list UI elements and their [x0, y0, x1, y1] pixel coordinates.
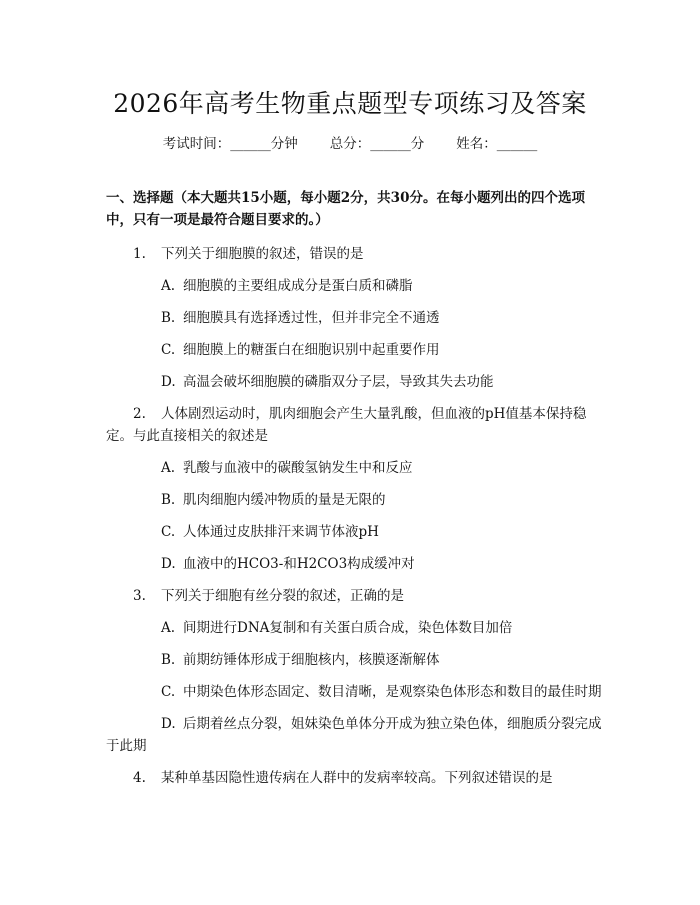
option-3d: D. 后期着丝点分裂，姐妹染色单体分开成为独立染色体，细胞质分裂完成于此期 [106, 716, 602, 754]
exam-time-label: 考试时间：______分钟 [162, 136, 298, 152]
question-stem: 某种单基因隐性遗传病在人群中的发病率较高。下列叙述错误的是 [161, 770, 553, 786]
question-number: 1. [133, 246, 146, 262]
question-4 [106, 767, 604, 789]
question-number: 2. [133, 406, 146, 422]
question-1 [106, 243, 604, 265]
option-1a: A. 细胞膜的主要组成成分是蛋白质和磷脂 [161, 278, 413, 294]
section-header: 一、选择题（本大题共15小题，每小题2分，共30分。在每小题列出的四个选项中，只有一项是最符合题目要求的。） [106, 190, 585, 228]
question-number: 3. [133, 588, 146, 604]
option-2c: C. 人体通过皮肤排汗来调节体液pH [161, 524, 379, 540]
exam-meta [0, 132, 700, 152]
total-score-label: 总分：______分 [329, 136, 425, 152]
option-1c: C. 细胞膜上的糖蛋白在细胞识别中起重要作用 [161, 342, 440, 358]
question-number: 4. [133, 770, 146, 786]
option-2a: A. 乳酸与血液中的碳酸氢钠发生中和反应 [161, 460, 413, 476]
question-stem: 下列关于细胞有丝分裂的叙述，正确的是 [161, 588, 404, 604]
question-stem: 下列关于细胞膜的叙述，错误的是 [161, 246, 364, 262]
option-2d: D. 血液中的HCO3-和H2CO3构成缓冲对 [161, 556, 415, 572]
question-stem: 人体剧烈运动时，肌肉细胞会产生大量乳酸，但血液的pH值基本保持稳定。与此直接相关的叙述是 [106, 406, 587, 444]
option-3c: C. 中期染色体形态固定、数目清晰，是观察染色体形态和数目的最佳时期 [161, 684, 602, 700]
question-2 [106, 403, 604, 447]
option-1b: B. 细胞膜具有选择透过性，但并非完全不通透 [161, 310, 440, 326]
document-title: 2026年高考生物重点题型专项练习及答案 [113, 89, 587, 118]
option-3b: B. 前期纺锤体形成于细胞核内，核膜逐渐解体 [161, 652, 440, 668]
option-1d: D. 高温会破坏细胞膜的磷脂双分子层，导致其失去功能 [161, 374, 494, 390]
option-3a: A. 间期进行DNA复制和有关蛋白质合成，染色体数目加倍 [161, 620, 513, 636]
student-name-label: 姓名：______ [456, 136, 538, 152]
question-3 [106, 585, 604, 607]
option-2b: B. 肌肉细胞内缓冲物质的量是无限的 [161, 492, 386, 508]
question-content [106, 187, 604, 799]
